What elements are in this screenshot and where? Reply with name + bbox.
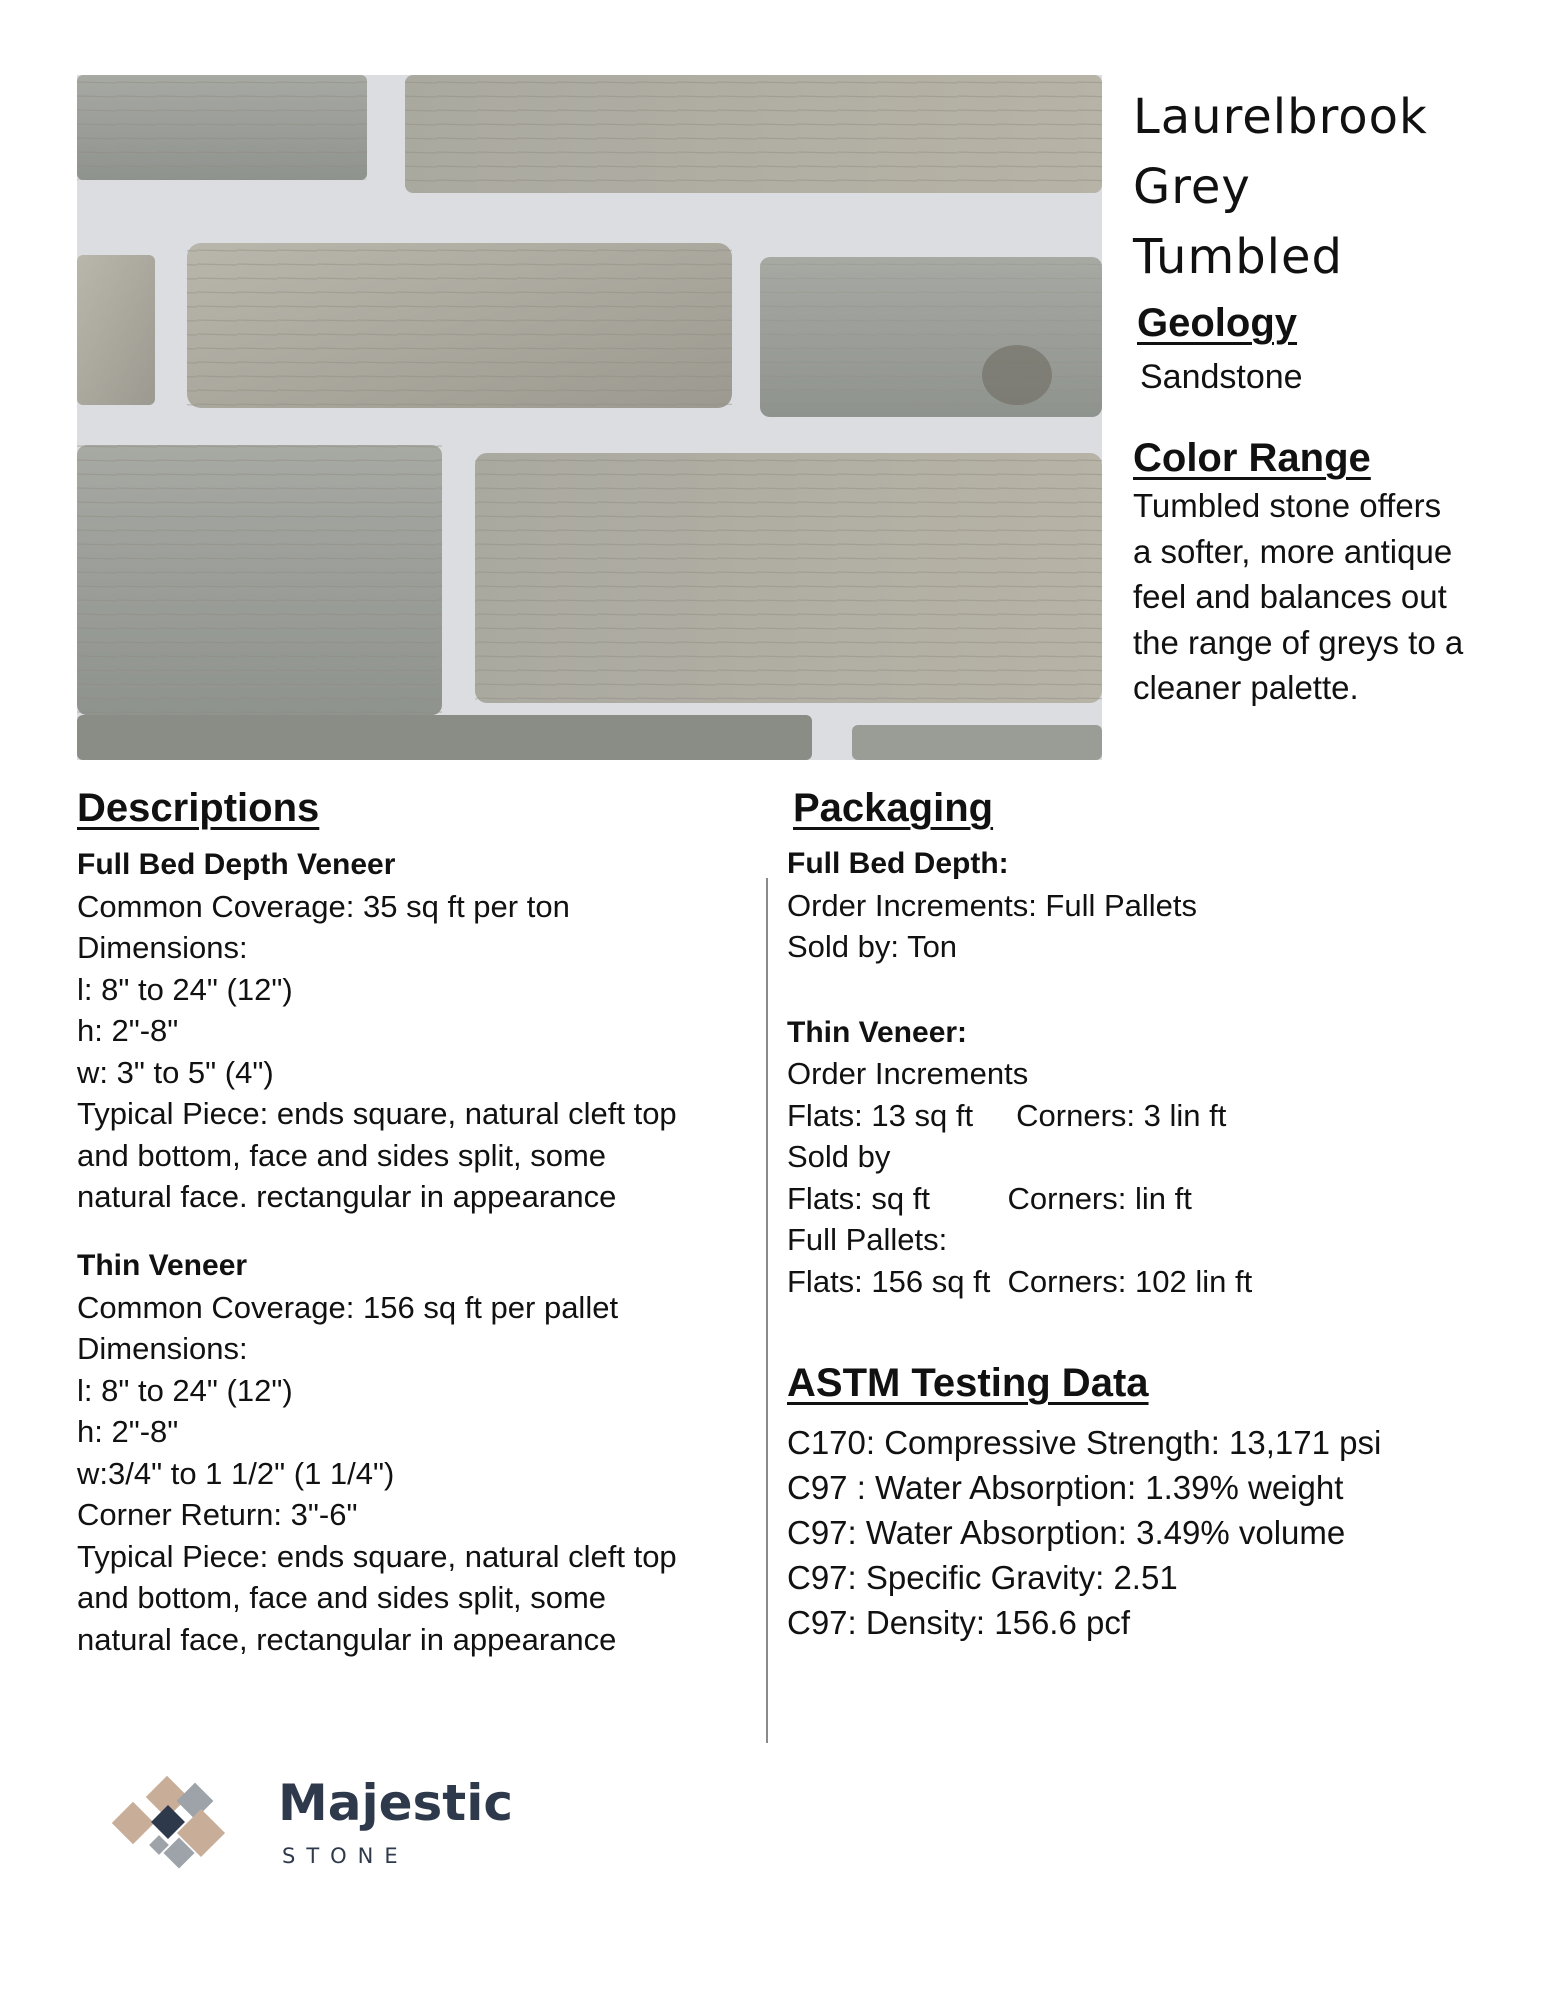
astm-line: C170: Compressive Strength: 13,171 psi [787, 1424, 1382, 1461]
diamond-logo-icon [110, 1770, 260, 1870]
majestic-stone-logo [110, 1770, 530, 1880]
title-line-2: Grey [1133, 159, 1251, 215]
color-range-heading: Color Range [1133, 436, 1371, 480]
color-range-line: feel and balances out [1133, 578, 1447, 615]
pack-thin-title: Thin Veneer: [787, 1015, 968, 1049]
desc-line: natural face, rectangular in appearance [77, 1621, 617, 1657]
desc-line: w: 3" to 5" (4") [77, 1054, 274, 1090]
pack-line: Flats: 156 sq ft Corners: 102 lin ft [787, 1263, 1253, 1299]
full-bed-title: Full Bed Depth Veneer [77, 848, 396, 881]
pack-line: Flats: sq ft Corners: lin ft [787, 1180, 1192, 1216]
astm-line: C97: Specific Gravity: 2.51 [787, 1559, 1178, 1596]
title-line-1: Laurelbrook [1133, 89, 1428, 145]
pack-line: Sold by [787, 1139, 891, 1174]
desc-line: Dimensions: [77, 930, 248, 965]
astm-line: C97: Water Absorption: 3.49% volume [787, 1514, 1346, 1551]
desc-line: l: 8" to 24" (12") [77, 971, 293, 1007]
pack-full-bed-title: Full Bed Depth: [787, 847, 1009, 880]
desc-line: Dimensions: [77, 1331, 248, 1366]
desc-line: natural face. rectangular in appearance [77, 1179, 617, 1214]
title-line-3: Tumbled [1133, 229, 1344, 285]
color-range-line: a softer, more antique [1133, 532, 1453, 570]
desc-line: and bottom, face and sides split, some [77, 1580, 607, 1615]
desc-line: and bottom, face and sides split, some [77, 1137, 607, 1173]
logo-subtitle: STONE [282, 1844, 409, 1868]
full-bed-description [77, 844, 677, 1218]
pack-line: Order Increments [787, 1056, 1029, 1091]
pack-line: Sold by: Ton [787, 929, 958, 964]
column-divider [766, 878, 768, 1743]
thin-veneer-title: Thin Veneer [77, 1249, 248, 1282]
desc-line: Corner Return: 3"-6" [77, 1497, 358, 1532]
desc-line: l: 8" to 24" (12") [77, 1372, 293, 1408]
desc-line: h: 2"-8" [77, 1013, 179, 1048]
spacer [787, 968, 1252, 1012]
color-range-line: cleaner palette. [1133, 669, 1359, 706]
color-range-line: Tumbled stone offers [1133, 487, 1442, 524]
logo-name: Majestic [278, 1774, 513, 1832]
pack-line: Full Pallets: [787, 1222, 948, 1257]
desc-line: h: 2"-8" [77, 1414, 179, 1449]
product-title [1133, 82, 1533, 292]
pack-line: Order Increments: Full Pallets [787, 887, 1198, 923]
color-range-text [1133, 483, 1533, 711]
stone-photo [77, 75, 1102, 760]
geology-value: Sandstone [1140, 358, 1303, 396]
astm-data [787, 1420, 1381, 1645]
desc-line: w:3/4" to 1 1/2" (1 1/4") [77, 1455, 395, 1491]
astm-heading: ASTM Testing Data [787, 1361, 1149, 1405]
pack-line: Flats: 13 sq ft Corners: 3 lin ft [787, 1097, 1227, 1133]
packaging-info [787, 843, 1252, 1302]
geology-heading: Geology [1137, 301, 1298, 345]
desc-line: Common Coverage: 35 sq ft per ton [77, 888, 570, 924]
astm-line: C97 : Water Absorption: 1.39% weight [787, 1469, 1344, 1506]
desc-line: Common Coverage: 156 sq ft per pallet [77, 1289, 619, 1325]
color-range-line: the range of greys to a [1133, 623, 1464, 661]
thin-veneer-description [77, 1245, 677, 1660]
desc-line: Typical Piece: ends square, natural cleft top [77, 1538, 677, 1574]
desc-line: Typical Piece: ends square, natural cleft top [77, 1096, 677, 1131]
packaging-heading: Packaging [793, 786, 994, 830]
astm-line: C97: Density: 156.6 pcf [787, 1604, 1131, 1641]
descriptions-heading: Descriptions [77, 786, 320, 830]
